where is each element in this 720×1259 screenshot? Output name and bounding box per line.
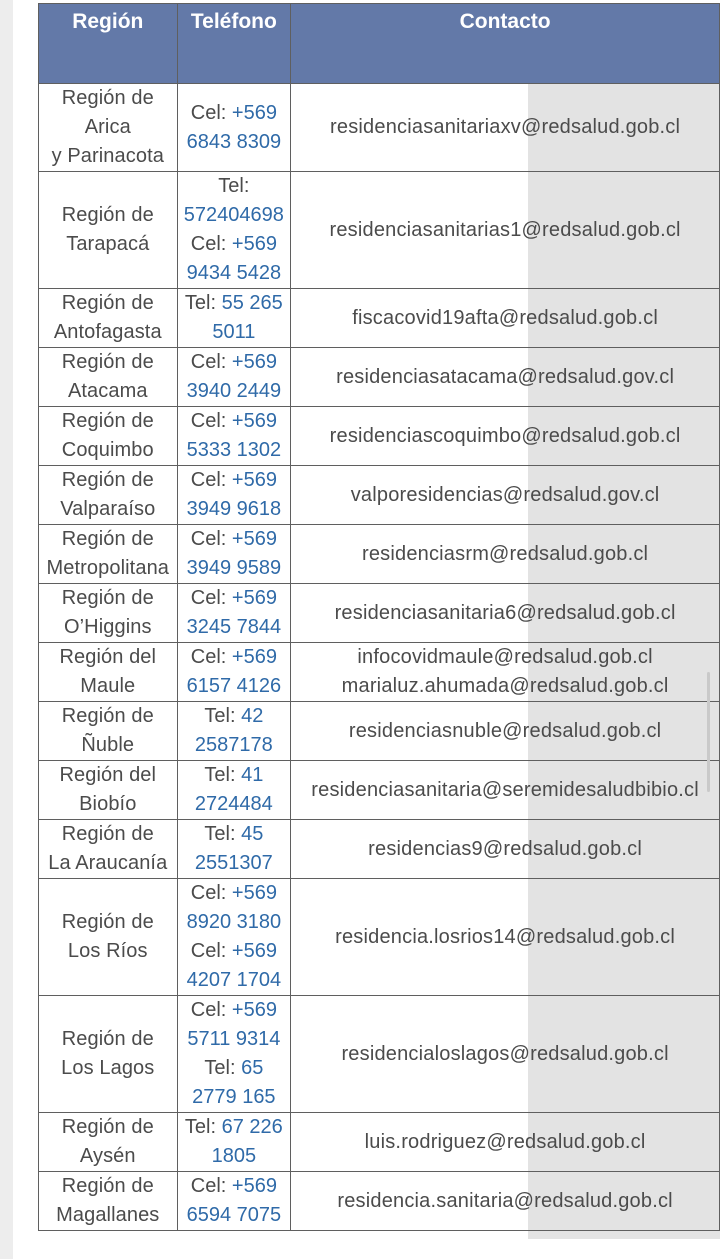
phone-number-link[interactable]: +569 [231,882,277,904]
region-name-line: Región de [61,911,154,933]
table-row [39,289,720,348]
email-address[interactable]: marialuz.ahumada@redsalud.gob.cl [341,675,669,697]
phone-type-label: Cel: [190,410,232,432]
phone-number-link[interactable]: 1805 [211,1145,257,1167]
regional-contacts-table [38,3,720,1231]
phone-line [178,495,291,524]
email-cell [291,84,720,172]
email-cell [291,1113,720,1172]
phone-line [178,1201,291,1230]
phone-line [178,172,291,201]
phone-type-label: Cel: [190,940,232,962]
phone-number-link[interactable]: 2724484 [194,793,273,815]
phone-type-label: Cel: [190,587,232,609]
region-cell [39,172,178,289]
table-row [39,466,720,525]
phone-number-link[interactable]: 5333 1302 [186,439,282,461]
region-cell [39,879,178,996]
phone-cell [177,820,291,879]
region-name-line: Región de [61,410,154,432]
region-name-line: Región de [61,1028,154,1050]
region-cell [39,996,178,1113]
email-cell [291,1172,720,1231]
email-cell [291,525,720,584]
phone-cell [177,584,291,643]
phone-line [178,525,291,554]
header-region: Región [39,4,178,84]
phone-cell [177,996,291,1113]
phone-line [178,436,291,465]
email-cell [291,584,720,643]
phone-line [178,966,291,995]
region-cell [39,1172,178,1231]
email-address[interactable]: infocovidmaule@redsalud.gob.cl [357,646,653,668]
region-name-line: Región del [59,646,157,668]
email-address[interactable]: residenciasanitariaxv@redsalud.gob.cl [330,116,681,138]
email-address[interactable]: residencias9@redsalud.gob.cl [368,837,642,860]
phone-line [178,1054,291,1083]
phone-line [178,1142,291,1171]
region-cell [39,466,178,525]
phone-line [178,731,291,760]
phone-number-link[interactable]: 572404698 [183,204,284,226]
phone-number-link[interactable]: 3245 7844 [186,616,282,638]
phone-line [178,584,291,613]
phone-number-link[interactable]: 3949 9618 [186,498,282,520]
phone-type-label: Cel: [190,646,232,668]
region-cell [39,1113,178,1172]
phone-line [178,820,291,849]
phone-line [178,128,291,157]
region-cell [39,820,178,879]
phone-number-link[interactable]: 5711 9314 [187,1028,281,1050]
email-address[interactable]: valporesidencias@redsalud.gov.cl [350,483,660,506]
region-name-line: Región de [61,587,154,609]
scrollbar-indicator[interactable] [707,672,710,792]
email-address[interactable]: residencia.sanitaria@redsalud.gob.cl [337,1189,673,1212]
region-cell [39,348,178,407]
phone-number-link[interactable]: 3949 9589 [186,557,282,579]
phone-number-link[interactable]: 9434 5428 [186,262,282,284]
region-name-line: Región de [61,469,154,491]
phone-type-label: Cel: [190,999,232,1021]
phone-line [178,1172,291,1201]
phone-number-link[interactable]: +569 [231,101,277,124]
region-name-line: Región de [61,351,154,373]
table-row [39,584,720,643]
region-cell [39,584,178,643]
phone-number-link[interactable]: 55 265 [221,292,283,314]
phone-type-label: Tel: [184,292,222,314]
phone-type-label: Cel: [190,233,232,255]
region-name-line: Región de [61,823,154,845]
region-cell [39,525,178,584]
phone-line [178,672,291,701]
region-name-line: Región de [61,292,154,314]
phone-number-link[interactable]: +569 [231,999,277,1021]
email-cell [291,879,720,996]
phone-line [178,348,291,377]
table-row [39,1113,720,1172]
phone-number-link[interactable]: 65 [241,1057,264,1079]
phone-number-link[interactable]: +569 [231,646,277,668]
phone-number-link[interactable]: +569 [231,469,277,491]
phone-type-label: Cel: [190,882,232,904]
header-contact: Contacto [291,4,720,84]
phone-line [178,761,291,790]
region-name-line: Región de [61,1175,154,1197]
email-address[interactable]: fiscacovid19afta@redsalud.gob.cl [352,306,658,329]
phone-cell [177,348,291,407]
region-name-line: Atacama [67,380,148,402]
phone-number-link[interactable]: 3940 2449 [186,380,282,402]
region-name-line: Coquimbo [61,439,154,461]
region-name-line: Región del [59,764,157,786]
phone-number-link[interactable]: 2779 165 [192,1086,276,1108]
region-name-line: Región de [61,705,154,727]
table-row [39,996,720,1113]
table-row [39,525,720,584]
region-cell [39,407,178,466]
phone-cell [177,525,291,584]
phone-number-link[interactable]: 8920 3180 [186,911,282,933]
region-cell [39,289,178,348]
phone-type-label: Cel: [190,469,232,491]
table-header-row [39,4,720,84]
region-cell [39,702,178,761]
phone-cell [177,466,291,525]
email-cell [291,643,720,702]
email-address[interactable]: residenciasatacama@redsalud.gov.cl [336,365,675,388]
region-name-line: Tarapacá [66,233,150,255]
email-address[interactable]: residencia.losrios14@redsalud.gob.cl [335,925,676,948]
phone-type-label: Cel: [190,101,232,124]
region-name-line: Metropolitana [46,557,170,579]
phone-cell [177,407,291,466]
phone-number-link[interactable]: 2551307 [194,852,273,874]
phone-number-link[interactable]: 6157 4126 [186,675,282,697]
table-row [39,643,720,702]
phone-line [178,790,291,819]
phone-line [178,937,291,966]
email-address[interactable]: residenciascoquimbo@redsalud.gob.cl [329,424,681,447]
phone-number-link[interactable]: 67 226 [221,1116,283,1138]
table-row [39,702,720,761]
phone-number-link[interactable]: 5011 [212,321,256,343]
phone-cell [177,879,291,996]
email-cell [291,172,720,289]
phone-line [178,996,291,1025]
email-address[interactable]: residenciasanitaria6@redsalud.gob.cl [334,601,676,624]
region-name-line: Maule [80,675,136,697]
region-name-line: y Parinacota [51,145,164,167]
phone-type-label: Tel: [184,1116,222,1138]
region-cell [39,761,178,820]
region-name-line: Región de [61,204,154,226]
email-cell [291,289,720,348]
region-name-line: La Araucanía [48,852,168,874]
phone-line [178,908,291,937]
phone-line [178,613,291,642]
left-margin-strip [0,0,13,1259]
email-cell [291,702,720,761]
region-name-line: Región de [61,1116,154,1138]
phone-number-link[interactable]: +569 [231,233,277,255]
region-name-line: Biobío [79,793,137,815]
phone-number-link[interactable]: +569 [231,1175,277,1197]
phone-type-label: Tel: [204,764,242,786]
table-row [39,407,720,466]
phone-type-label: Tel: [204,1057,242,1079]
phone-line [178,1083,291,1112]
phone-cell [177,1113,291,1172]
header-phone: Teléfono [177,4,291,84]
phone-number-link[interactable]: +569 [231,410,277,432]
email-cell [291,996,720,1113]
region-name-line: Región de [61,87,154,109]
email-address[interactable]: residenciasanitaria@seremidesaludbibio.cl [311,778,699,801]
phone-line [178,289,291,318]
region-name-line: Magallanes [56,1204,160,1226]
phone-line [178,702,291,731]
email-address[interactable]: residenciasanitarias1@redsalud.gob.cl [329,218,681,241]
phone-line [178,201,291,230]
phone-line [178,407,291,436]
email-cell [291,820,720,879]
phone-type-label: Cel: [190,1175,232,1197]
region-name-line: Los Lagos [61,1057,155,1079]
phone-cell [177,702,291,761]
phone-line [178,1025,291,1054]
phone-number-link[interactable]: 6594 7075 [186,1204,282,1226]
phone-number-link[interactable]: +569 [231,528,277,550]
table-row [39,879,720,996]
table-row [39,84,720,172]
table-row [39,348,720,407]
email-cell [291,466,720,525]
table-row [39,761,720,820]
phone-cell [177,172,291,289]
phone-number-link[interactable]: 42 [241,705,264,727]
phone-line [178,230,291,259]
phone-cell [177,761,291,820]
phone-cell [177,1172,291,1231]
phone-number-link[interactable]: +569 [231,940,277,962]
phone-line [178,99,291,128]
region-name-line: O’Higgins [63,616,152,638]
phone-number-link[interactable]: 2587178 [194,734,273,756]
region-name-line: Arica [84,116,131,138]
phone-cell [177,643,291,702]
email-address[interactable]: residenciasrm@redsalud.gob.cl [361,542,649,565]
phone-line [178,259,291,288]
phone-line [178,466,291,495]
region-name-line: Ñuble [81,734,135,756]
email-address[interactable]: luis.rodriguez@redsalud.gob.cl [364,1130,646,1153]
phone-number-link[interactable]: 4207 1704 [186,969,282,991]
phone-line [178,1113,291,1142]
phone-type-label: Cel: [190,528,232,550]
phone-line [178,849,291,878]
table-row [39,172,720,289]
email-cell [291,407,720,466]
phone-type-label: Tel: [204,705,242,727]
email-cell [291,761,720,820]
region-name-line: Antofagasta [53,321,162,343]
email-address[interactable]: residencialoslagos@redsalud.gob.cl [341,1042,669,1065]
phone-line [178,879,291,908]
region-cell [39,84,178,172]
region-cell [39,643,178,702]
phone-type-label: Tel: [218,175,250,197]
table-row [39,820,720,879]
region-name-line: Los Ríos [67,940,148,962]
email-cell [291,348,720,407]
phone-cell [177,289,291,348]
email-address[interactable]: residenciasnuble@redsalud.gob.cl [348,719,662,742]
phone-line [178,377,291,406]
phone-number-link[interactable]: 6843 8309 [186,130,282,153]
region-name-line: Aysén [79,1145,136,1167]
phone-line [178,643,291,672]
phone-line [178,554,291,583]
phone-type-label: Tel: [204,823,242,845]
phone-number-link[interactable]: 45 [241,823,264,845]
phone-number-link[interactable]: +569 [231,587,277,609]
phone-cell [177,84,291,172]
phone-number-link[interactable]: 41 [241,764,264,786]
region-name-line: Valparaíso [60,498,156,520]
phone-number-link[interactable]: +569 [231,351,277,373]
phone-type-label: Cel: [190,351,232,373]
region-name-line: Región de [61,528,154,550]
table-row [39,1172,720,1231]
phone-line [178,318,291,347]
